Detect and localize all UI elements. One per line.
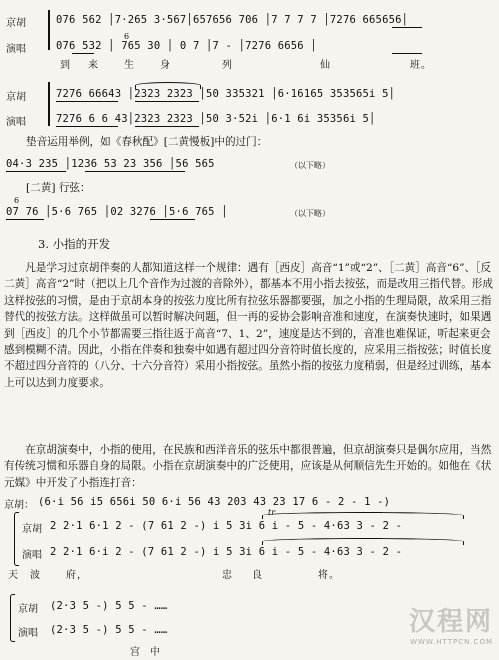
score-yanchang-4: (2·3 5 -) 5 5 - …… (50, 624, 168, 636)
lyric: 宫 (130, 647, 141, 658)
paragraph-1: 凡是学习过京胡伴奏的人都知道这样一个规律：遇有［西皮］高音“1”或“2”、［二黄］高音“6”、［反二黄］高音“2”时（把以上几个音作为过渡的音除外），都基本不用小指去按弦，而是改用三指代替。形成这样按弦的习惯，是由于京胡本身的按弦力度比所有拉弦乐器都要强，加之小指的生理局限，故采用三指替代的按弦方法。这样做虽可以暂时解决问题，但一再的妥协会影响音准和速度，在演奏快速时，如果遇到［西皮］的几个小节都需要三指往返于高音“7、1、2”，速度是达不到的，音准也难保证，听起来更会感到模糊不清。因此，小指在伴奏和独奏中如遇有超过四分音符时值长度的，应采用三指按弦；时值长度不超过四分音符的（八分、十六分音符）采用小指按弦。虽然小指的按弦力度稍弱，但是经过训练，基本上可以达到力度要求。 (4, 262, 493, 389)
lyric: 到 (60, 60, 71, 71)
watermark (409, 601, 493, 646)
beam (150, 219, 195, 220)
example-1-suffix: （以下略） (290, 161, 330, 170)
label-yanchang-2: 演唱 (6, 117, 26, 128)
slur (262, 538, 464, 545)
lyric: 生 (124, 60, 135, 71)
lyric: 将。 (318, 570, 340, 581)
lyric: 中 (150, 647, 161, 658)
intro-line: 垫音运用举例，如《春秋配》[二黄慢板]中的过门： (26, 136, 268, 148)
lyric: 班。 (410, 60, 432, 71)
grace-note-1: 6 (124, 32, 130, 41)
lyric: 良 (252, 570, 263, 581)
label-yanchang-4: 演唱 (18, 628, 38, 639)
beam (56, 126, 118, 127)
lyric: 波 (30, 570, 41, 581)
slur (135, 82, 201, 89)
score-yanchang-1: 076 532 │ 765 30 │ 0 7 │7 - │7276 6656 │ (56, 40, 317, 52)
score-jinghu-4: (2·3 5 -) 5 5 - …… (50, 600, 168, 612)
lyric: 列 (222, 60, 233, 71)
label-jinghu-2: 京胡 (6, 92, 26, 103)
system-brace-4 (10, 594, 15, 642)
example-2-suffix: （以下略） (290, 209, 330, 218)
lyric: 忠 (222, 570, 233, 581)
lyric: 来 (88, 60, 99, 71)
beam (85, 171, 185, 172)
label-yanchang-3: 演唱 (22, 550, 42, 561)
system-bracket-1 (48, 10, 50, 50)
beam (392, 27, 422, 28)
example-3-notes: (6·i 56 i5 656i 50 6·i 56 43 203 43 23 17 6 - 2 - 1 -) (38, 496, 391, 508)
beam (135, 126, 199, 127)
system-brace-3 (14, 512, 19, 566)
watermark-url: WWW.HTTPCN.COM (410, 638, 493, 646)
paragraph-2: 在京胡演奏中，小指的使用，在民族和西洋音乐的弦乐中都很普遍，但京胡演奏只是偶尔应用，当然有传统习惯和乐器自身的局限。小指在京胡演奏中的广泛使用，应该是从何顺信先生开始的。如他在《状元媒》中开发了小指连打音： (4, 444, 492, 489)
example-3-label: 京胡： (4, 500, 34, 511)
lyric: 天 (8, 570, 19, 581)
score-yanchang-2: 7276 6 6 43│2323 2323 │50 3·52i │6·1 6i 35356i 5│ (56, 113, 376, 125)
watermark-logo-text: 汉程网 (408, 607, 493, 637)
score-jinghu-3: 2 2·1 6·1 2 - (7 61 2 -) i 5 3i 6 i - 5 - 4·63 3 - 2 - (50, 520, 403, 532)
lyric: 仙 (320, 60, 331, 71)
score-jinghu-2: 7276 66643 │2323 2323 │50 335321 │6·16165 353565i 5│ (56, 88, 396, 100)
score-yanchang-3: 2 2·1 6·i 2 - (7 61 2 -) i 5 3i 6 i - 5 - 4·63 3 - 2 - (50, 546, 403, 558)
score-jinghu-1: 076 562 │7·265 3·567│657656 706 │7 7 7 7 │7276 665656│ (56, 14, 409, 26)
example-1-notes: 04·3 235 │1236 53 23 356 │56 565 (6, 158, 215, 170)
beam (6, 171, 66, 172)
lyric: 府， (66, 570, 88, 581)
beam (6, 219, 44, 220)
label-jinghu-3: 京胡 (22, 524, 42, 535)
label-jinghu-4: 京胡 (18, 604, 38, 615)
grace-note-2: 6 (14, 196, 20, 205)
example-2-notes: 07 76 │5·6 765 │02 3276 │5·6 765 │ (6, 206, 228, 218)
beam (72, 53, 94, 54)
system-bracket-2 (48, 82, 50, 126)
beam (56, 101, 118, 102)
xingxian-label: [二黄] 行弦： (26, 182, 91, 194)
beam (392, 53, 422, 54)
section-title: 3. 小指的开发 (38, 237, 111, 251)
ornament-tr: tr (268, 508, 276, 517)
lyric: 身 (160, 60, 171, 71)
slur (262, 512, 464, 519)
beam (135, 101, 199, 102)
label-jinghu-1: 京胡 (6, 18, 26, 29)
label-yanchang-1: 演唱 (6, 44, 26, 55)
